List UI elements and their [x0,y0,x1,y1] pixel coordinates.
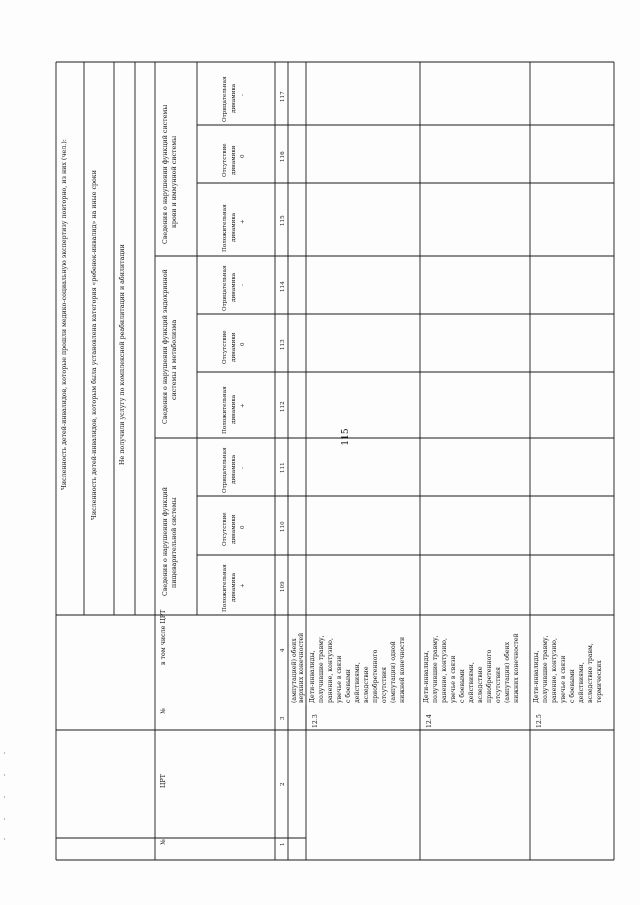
svg-text:действиями,: действиями, [468,662,475,703]
svg-text:Дети-инвалиды,: Дети-инвалиды, [309,650,316,703]
code-111: 111 [280,462,286,473]
row-code-12-3: 12.3 [312,714,319,728]
g1-col1-line2: динамика [231,572,237,602]
svg-text:увечье в связи: увечье в связи [336,655,343,703]
svg-text:ранение, контузию,: ранение, контузию, [551,638,558,703]
g2-col2-sign: 0 [240,342,246,346]
svg-text:получившие травму,: получившие травму, [432,635,439,703]
lead-row-3: Не получили услугу по комплексной реабилитации и абилитации [119,244,126,465]
svg-text:(ампутацией) обеих: (ампутацией) обеих [291,638,298,703]
code-110: 110 [280,521,286,532]
row-code-12-4: 12.4 [426,714,433,728]
g3-col1-line2: динамика [231,212,237,242]
header-included: в том числе ЦРТ [160,609,167,665]
svg-text:нижней конечности: нижней конечности [399,636,406,703]
g3-col1-line1: Положительная [222,204,228,252]
header-crt: ЦРТ [160,774,167,788]
g3-col2-sign: 0 [240,154,246,158]
g2-col1-line1: Положительная [222,386,228,434]
g1-col3-line2: динамика [231,454,237,484]
header-num: № [160,839,167,845]
svg-text:(ампутации) обеих: (ампутации) обеих [504,641,511,703]
lead-row-1: Численность детей-инвалидов, которые прошли медико-социальную экспертизу повторно, из них (чел.): [61,139,68,490]
code-116: 116 [280,151,286,162]
index-col-3: 3 [280,716,286,720]
g3-col2-line2: динамики [231,145,237,175]
g2-col2-line2: динамики [231,332,237,362]
svg-text:ранение, контузию,: ранение, контузию, [441,638,448,703]
code-112: 112 [280,401,286,412]
code-109: 109 [280,581,286,592]
svg-text:отсутствия: отсутствия [381,666,388,703]
g2-col3-sign: - [240,284,246,286]
g3-col2-line1: Отсутствие [222,143,228,177]
group-3-title-line2: крови и иммунной системы [171,135,178,228]
svg-text:с боевыми: с боевыми [569,669,576,703]
svg-text:нижних конечностей: нижних конечностей [513,633,520,703]
g3-col3-line2: динамика [231,83,237,113]
g2-col1-line2: динамика [231,394,237,424]
g2-col1-sign: + [240,403,246,408]
svg-text:действиями,: действиями, [354,662,361,703]
header-num2: № [160,708,167,714]
row-12-5-text [533,635,603,703]
code-114: 114 [280,281,286,292]
svg-text:отсутствия: отсутствия [495,666,502,703]
g1-col3-sign: - [240,467,246,469]
row-0-text [291,633,305,703]
group-3-title-line1: Сведения о нарушении функций системы [162,104,169,244]
svg-text:Дети-инвалиды,: Дети-инвалиды, [423,650,430,703]
svg-text:увечье в связи: увечье в связи [450,655,457,703]
svg-text:термических: термических [596,660,603,703]
g1-col2-sign: 0 [240,525,246,529]
svg-text:приобретенного: приобретенного [372,649,379,703]
row-12-4-text [423,633,520,703]
g1-col1-line1: Положительная [222,564,228,612]
group-2-title-line2: системы и метаболизма [171,319,178,400]
svg-text:вследствие: вследствие [363,666,370,703]
row-12-3-text [309,635,406,703]
code-115: 115 [280,215,286,226]
svg-text:верхних конечностей: верхних конечностей [298,632,305,703]
g3-col3-line1: Отрицательная [222,76,228,122]
svg-text:приобретенного: приобретенного [486,649,493,703]
svg-text:получившие травму,: получившие травму, [542,635,549,703]
group-1-title-line1: Сведения о нарушении функций [162,487,169,596]
svg-text:с боевыми: с боевыми [459,669,466,703]
svg-text:получившие травму,: получившие травму, [318,635,325,703]
svg-text:с боевыми: с боевыми [345,669,352,703]
svg-text:вследствие травм,: вследствие травм, [587,643,594,703]
g2-col2-line1: Отсутствие [222,330,228,364]
svg-text:действиями,: действиями, [578,662,585,703]
g1-col2-line2: динамики [231,514,237,544]
svg-text:увечье в связи: увечье в связи [560,655,567,703]
group-1-title-line2: пищеварительной системы [171,497,178,588]
code-113: 113 [280,339,286,350]
svg-text:вследствие: вследствие [477,666,484,703]
g3-col1-sign: + [240,219,246,224]
group-2-title-line1: Сведения о нарушении функций эндокринной [162,269,169,424]
g2-col3-line1: Отрицательная [222,265,228,311]
lead-row-2: Численность детей-инвалидов, которым была установлена категория «ребенок-инвалид» на иные сроки [91,170,98,520]
svg-text:Дети-инвалиды,: Дети-инвалиды, [533,650,540,703]
g1-col2-line1: Отсутствие [222,512,228,546]
g1-col1-sign: + [240,583,246,588]
g2-col3-line2: динамика [231,272,237,302]
g3-col3-sign: - [240,94,246,96]
index-col-4: 4 [280,648,286,652]
g1-col3-line1: Отрицательная [222,447,228,493]
index-col-1: 1 [280,842,286,846]
row-code-12-5: 12.5 [536,714,543,728]
svg-text:ранение, контузию,: ранение, контузию, [327,638,334,703]
index-col-2: 2 [280,782,286,786]
page-number: 115 [341,428,351,446]
code-117: 117 [280,91,286,102]
svg-text:(ампутации) одной: (ампутации) одной [390,641,397,703]
